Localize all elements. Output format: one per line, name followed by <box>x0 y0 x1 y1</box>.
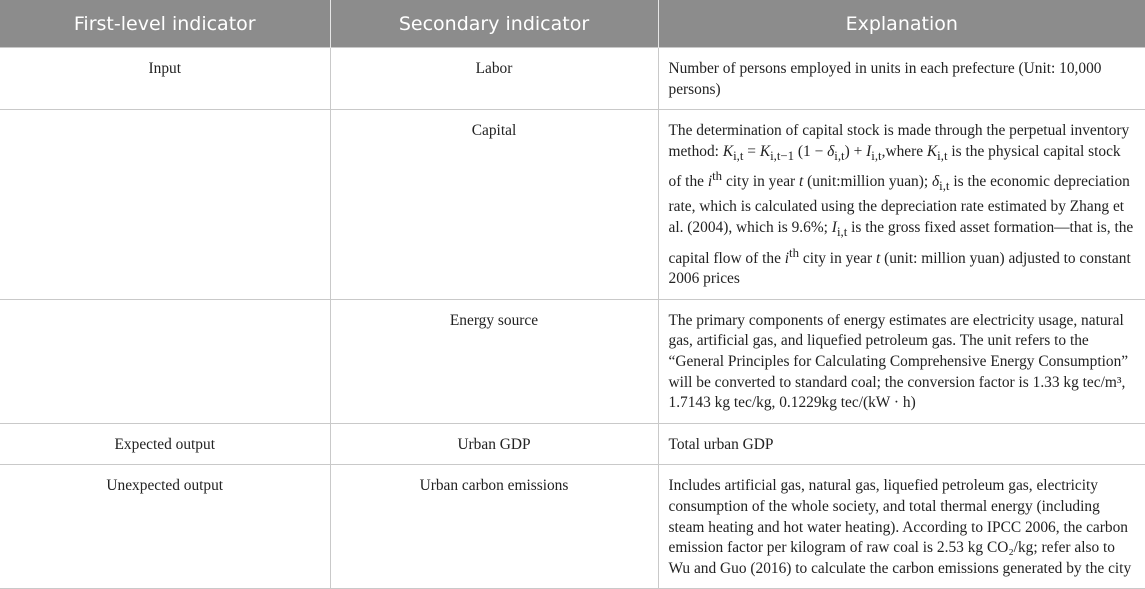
first-level-cell <box>0 110 330 300</box>
explanation-cell <box>658 299 1145 423</box>
explanation-cell: The determination of capital stock is made through the perpetual inventory method: $K_{i,t} = K_{i,t-1}$ $(1 - \delta_{i,t})$ + $I_{i,t},where$ $K_{i,t}$ is the physical capital stock of the $i^{th}$ city in year t (unit:million yuan); $\delta_{i,t}$ is the economic depreciation rate, which is calculated using the depreciation rate estimated by Zhang et al. (2004), which is 9.6%; $I_{i,t}$ is the gross fixed asset formation—that is, the capital flow of the $i^{th}$ city in year t (unit: million yuan) adjusted to constant 2006 prices <box>658 110 1145 300</box>
table-row <box>0 465 1145 589</box>
capital-method-text: The determination of capital stock is made through the perpetual inventory method: <box>668 122 1130 160</box>
secondary-cell: Energy source <box>330 299 658 423</box>
first-level-cell: Input <box>0 48 330 110</box>
header-explanation: Explanation <box>658 0 1145 48</box>
secondary-cell: Urban GDP <box>330 423 658 465</box>
explanation-cell <box>658 465 1145 589</box>
explanation-cell: Total urban GDP <box>658 423 1145 465</box>
header-row <box>0 0 1145 48</box>
capital-formula: $K_{i,t} = K_{i,t-1}$ $(1 - \delta_{i,t}) + I_{i,t}$ <box>722 142 882 163</box>
table-row <box>0 423 1145 465</box>
first-level-cell: Unexpected output <box>0 465 330 589</box>
secondary-cell: Labor <box>330 48 658 110</box>
emissions-text: Includes artificial gas, natural gas, liquefied petroleum gas, electricity consumption of the whole society, and total thermal energy (including steam heating and hot water heating). According to IPCC 2006, the carbon emission factor per kilogram of raw coal is <box>668 477 1128 557</box>
emissions-text-tail: ; refer also to Wu and Guo (2016) to calculate the carbon emissions generated by the city <box>668 539 1132 577</box>
energy-text: The primary components of energy estimates are electricity usage, natural gas, artificial gas, and liquefied petroleum gas. The unit refers to the “General Principles for Calculating Comprehensive Energy Consumption” will be converted to standard coal; the conversion factor is <box>668 311 1129 391</box>
explanation-cell: Number of persons employed in units in each prefecture (Unit: 10,000 persons) <box>658 48 1145 110</box>
table-row <box>0 48 1145 110</box>
energy-factors: 1.33 kg tec/m³, 1.7143 kg tec/kg, 0.1229kg tec/(kW · h) <box>668 373 1126 412</box>
first-level-cell <box>0 299 330 423</box>
table-row <box>0 299 1145 423</box>
header-first-level: First-level indicator <box>0 0 330 48</box>
header-secondary: Secondary indicator <box>330 0 658 48</box>
emission-factor: 2.53 kg CO₂/kg <box>936 539 1034 557</box>
secondary-cell: Urban carbon emissions <box>330 465 658 589</box>
first-level-cell: Expected output <box>0 423 330 465</box>
table-row <box>0 110 1145 300</box>
secondary-cell: Capital <box>330 110 658 300</box>
